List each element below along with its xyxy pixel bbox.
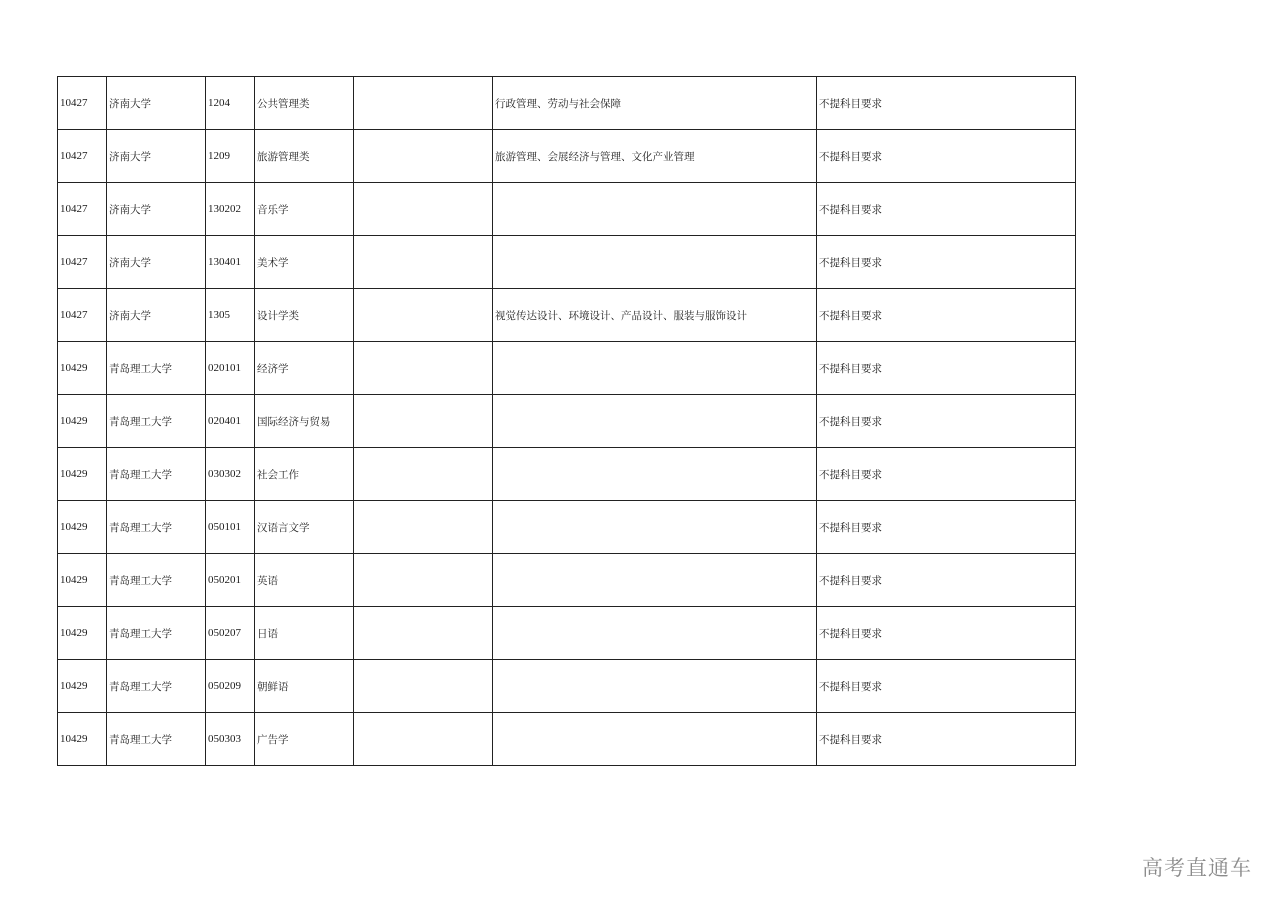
school-code-cell: 10429 xyxy=(58,448,107,501)
major-name-cell: 旅游管理类 xyxy=(255,130,354,183)
subject-requirement-cell: 不提科目要求 xyxy=(817,660,1076,713)
note-cell xyxy=(354,448,493,501)
school-name-cell: 青岛理工大学 xyxy=(107,448,206,501)
major-name-cell: 日语 xyxy=(255,607,354,660)
major-name-cell: 英语 xyxy=(255,554,354,607)
subject-requirement-cell: 不提科目要求 xyxy=(817,395,1076,448)
subject-requirement-cell: 不提科目要求 xyxy=(817,713,1076,766)
included-majors-cell xyxy=(493,501,817,554)
school-code-cell: 10427 xyxy=(58,130,107,183)
school-name-cell: 济南大学 xyxy=(107,77,206,130)
major-code-cell: 130401 xyxy=(206,236,255,289)
school-name-cell: 济南大学 xyxy=(107,289,206,342)
major-code-cell: 020401 xyxy=(206,395,255,448)
note-cell xyxy=(354,130,493,183)
major-name-cell: 公共管理类 xyxy=(255,77,354,130)
table-row xyxy=(58,236,1076,289)
note-cell xyxy=(354,289,493,342)
school-name-cell: 济南大学 xyxy=(107,183,206,236)
note-cell xyxy=(354,236,493,289)
school-code-cell: 10429 xyxy=(58,713,107,766)
major-name-cell: 美术学 xyxy=(255,236,354,289)
note-cell xyxy=(354,501,493,554)
major-code-cell: 020101 xyxy=(206,342,255,395)
included-majors-cell xyxy=(493,660,817,713)
school-code-cell: 10429 xyxy=(58,395,107,448)
subject-requirement-cell: 不提科目要求 xyxy=(817,342,1076,395)
subject-requirement-cell: 不提科目要求 xyxy=(817,554,1076,607)
school-code-cell: 10429 xyxy=(58,554,107,607)
table-row xyxy=(58,77,1076,130)
included-majors-cell xyxy=(493,713,817,766)
included-majors-cell xyxy=(493,448,817,501)
major-name-cell: 音乐学 xyxy=(255,183,354,236)
major-code-cell: 130202 xyxy=(206,183,255,236)
note-cell xyxy=(354,554,493,607)
school-code-cell: 10429 xyxy=(58,660,107,713)
school-code-cell: 10427 xyxy=(58,236,107,289)
major-name-cell: 经济学 xyxy=(255,342,354,395)
school-name-cell: 青岛理工大学 xyxy=(107,395,206,448)
note-cell xyxy=(354,77,493,130)
school-name-cell: 青岛理工大学 xyxy=(107,501,206,554)
school-name-cell: 青岛理工大学 xyxy=(107,660,206,713)
subject-requirements-table xyxy=(57,76,1076,766)
major-code-cell: 050207 xyxy=(206,607,255,660)
major-code-cell: 050201 xyxy=(206,554,255,607)
school-code-cell: 10427 xyxy=(58,77,107,130)
major-code-cell: 1204 xyxy=(206,77,255,130)
table-row xyxy=(58,713,1076,766)
included-majors-cell: 行政管理、劳动与社会保障 xyxy=(493,77,817,130)
table-row xyxy=(58,183,1076,236)
major-name-cell: 广告学 xyxy=(255,713,354,766)
note-cell xyxy=(354,713,493,766)
table-row xyxy=(58,342,1076,395)
table-body xyxy=(58,77,1076,766)
watermark-logo: 高考直通车 xyxy=(1142,856,1252,880)
table-row xyxy=(58,660,1076,713)
subject-requirement-cell: 不提科目要求 xyxy=(817,501,1076,554)
note-cell xyxy=(354,183,493,236)
table-row xyxy=(58,501,1076,554)
school-name-cell: 济南大学 xyxy=(107,130,206,183)
major-code-cell: 1305 xyxy=(206,289,255,342)
major-name-cell: 朝鲜语 xyxy=(255,660,354,713)
subject-requirement-cell: 不提科目要求 xyxy=(817,77,1076,130)
major-name-cell: 汉语言文学 xyxy=(255,501,354,554)
table-row xyxy=(58,448,1076,501)
table-row xyxy=(58,607,1076,660)
table-row xyxy=(58,395,1076,448)
subject-requirement-cell: 不提科目要求 xyxy=(817,289,1076,342)
subject-requirement-cell: 不提科目要求 xyxy=(817,607,1076,660)
major-code-cell: 1209 xyxy=(206,130,255,183)
included-majors-cell xyxy=(493,183,817,236)
included-majors-cell xyxy=(493,554,817,607)
note-cell xyxy=(354,607,493,660)
school-code-cell: 10429 xyxy=(58,607,107,660)
note-cell xyxy=(354,342,493,395)
note-cell xyxy=(354,395,493,448)
included-majors-cell xyxy=(493,342,817,395)
school-code-cell: 10429 xyxy=(58,501,107,554)
major-name-cell: 社会工作 xyxy=(255,448,354,501)
school-name-cell: 青岛理工大学 xyxy=(107,554,206,607)
school-name-cell: 青岛理工大学 xyxy=(107,713,206,766)
table-row xyxy=(58,289,1076,342)
school-name-cell: 济南大学 xyxy=(107,236,206,289)
included-majors-cell xyxy=(493,395,817,448)
table-row xyxy=(58,130,1076,183)
school-code-cell: 10427 xyxy=(58,183,107,236)
subject-requirement-cell: 不提科目要求 xyxy=(817,448,1076,501)
subject-requirement-cell: 不提科目要求 xyxy=(817,236,1076,289)
major-code-cell: 050209 xyxy=(206,660,255,713)
school-name-cell: 青岛理工大学 xyxy=(107,342,206,395)
included-majors-cell: 视觉传达设计、环境设计、产品设计、服装与服饰设计 xyxy=(493,289,817,342)
note-cell xyxy=(354,660,493,713)
subject-requirement-cell: 不提科目要求 xyxy=(817,183,1076,236)
major-code-cell: 050101 xyxy=(206,501,255,554)
major-name-cell: 国际经济与贸易 xyxy=(255,395,354,448)
major-code-cell: 050303 xyxy=(206,713,255,766)
table-row xyxy=(58,554,1076,607)
included-majors-cell xyxy=(493,607,817,660)
school-code-cell: 10429 xyxy=(58,342,107,395)
major-code-cell: 030302 xyxy=(206,448,255,501)
major-name-cell: 设计学类 xyxy=(255,289,354,342)
included-majors-cell xyxy=(493,236,817,289)
school-code-cell: 10427 xyxy=(58,289,107,342)
school-name-cell: 青岛理工大学 xyxy=(107,607,206,660)
included-majors-cell: 旅游管理、会展经济与管理、文化产业管理 xyxy=(493,130,817,183)
subject-requirement-cell: 不提科目要求 xyxy=(817,130,1076,183)
